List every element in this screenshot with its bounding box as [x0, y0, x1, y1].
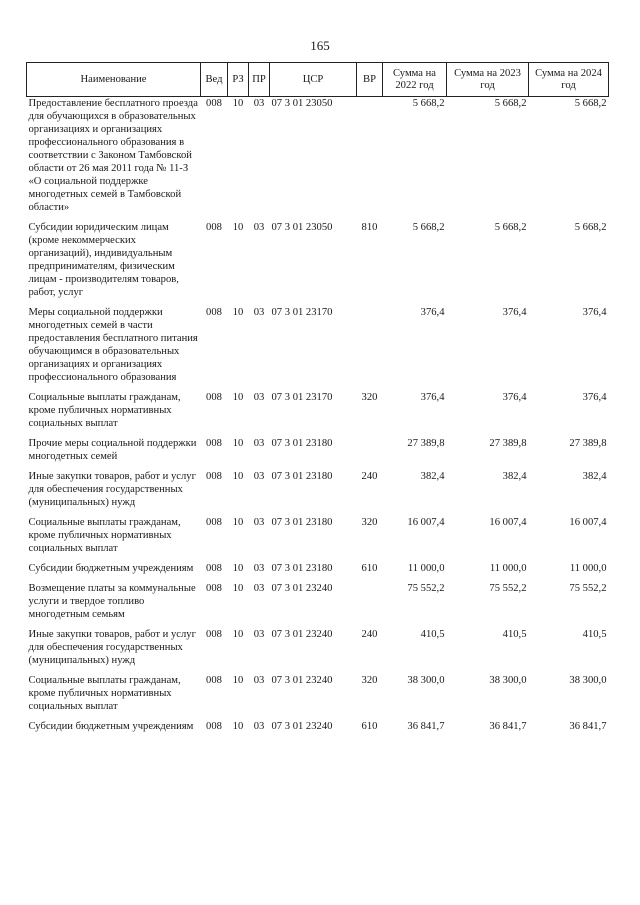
header-name: Наименование: [27, 63, 201, 97]
row-vr-cell: 240: [361, 629, 378, 640]
row-vr-cell: 810: [361, 222, 378, 233]
header-csr: ЦСР: [270, 63, 357, 97]
row-sum-2023-cell: 38 300,0: [489, 675, 527, 686]
row-rz-cell: 10: [232, 307, 244, 318]
row-name-cell: Субсидии бюджетным учреждениям: [28, 563, 194, 574]
row-ved-cell: 008: [206, 675, 222, 686]
table-row: [27, 97, 609, 222]
row-sum-2024-cell: 75 552,2: [569, 583, 607, 594]
row-ved-cell: 008: [206, 517, 222, 528]
row-sum-2023-cell: 5 668,2: [494, 98, 527, 109]
table-row: [27, 562, 609, 582]
row-sum-2023-cell: 376,4: [502, 307, 527, 318]
row-rz-cell: 10: [232, 563, 244, 574]
row-name-cell: Иные закупки товаров, работ и услуг для обеспечения государственных (муниципальных) нужд: [28, 471, 196, 508]
row-csr-cell: 07 3 01 23180: [271, 517, 333, 528]
row-csr-cell: 07 3 01 23180: [271, 438, 333, 449]
row-ved-cell: 008: [206, 307, 222, 318]
row-csr-cell: 07 3 01 23170: [271, 307, 333, 318]
row-sum-2024-cell: 410,5: [582, 629, 607, 640]
row-vr-cell: 320: [361, 517, 378, 528]
row-sum-2023-cell: 27 389,8: [489, 438, 527, 449]
row-ved-cell: 008: [206, 629, 222, 640]
row-csr-cell: 07 3 01 23170: [271, 392, 333, 403]
row-vr-cell: [357, 582, 383, 628]
row-csr-cell: 07 3 01 23240: [271, 675, 333, 686]
table-row: [27, 437, 609, 470]
row-pr-cell: 03: [253, 721, 265, 732]
row-sum-2022-cell: 38 300,0: [407, 675, 445, 686]
row-sum-2022-cell: 11 000,0: [407, 563, 445, 574]
row-csr-cell: 07 3 01 23180: [271, 471, 333, 482]
row-name-cell: Социальные выплаты гражданам, кроме публичных нормативных социальных выплат: [28, 517, 181, 554]
row-csr-cell: 07 3 01 23240: [271, 583, 333, 594]
table-row: [27, 582, 609, 628]
row-name-cell: Предоставление бесплатного проезда для обучающихся в образовательных организациях и организациях профессионального образования в соответствии с Законом Тамбовской области от 26 мая 2011 года № 11-З «О социальной поддержке многодетных семей в Тамбовской области»: [28, 98, 198, 213]
table-header-row: [27, 63, 609, 97]
row-sum-2023-cell: 16 007,4: [489, 517, 527, 528]
header-sum-2024: Сумма на 2024 год: [529, 63, 609, 97]
row-sum-2024-cell: 27 389,8: [569, 438, 607, 449]
row-pr-cell: 03: [253, 675, 265, 686]
row-sum-2024-cell: 382,4: [582, 471, 607, 482]
row-csr-cell: 07 3 01 23050: [271, 222, 333, 233]
row-pr-cell: 03: [253, 629, 265, 640]
row-sum-2024-cell: 5 668,2: [574, 98, 607, 109]
row-vr-cell: [357, 437, 383, 470]
row-vr-cell: 610: [361, 721, 378, 732]
row-rz-cell: 10: [232, 471, 244, 482]
row-ved-cell: 008: [206, 563, 222, 574]
row-rz-cell: 10: [232, 98, 244, 109]
row-rz-cell: 10: [232, 583, 244, 594]
row-rz-cell: 10: [232, 517, 244, 528]
row-sum-2022-cell: 5 668,2: [412, 222, 445, 233]
row-vr-cell: 320: [361, 675, 378, 686]
row-rz-cell: 10: [232, 629, 244, 640]
row-sum-2024-cell: 36 841,7: [569, 721, 607, 732]
row-name-cell: Социальные выплаты гражданам, кроме публичных нормативных социальных выплат: [28, 392, 181, 429]
row-name-cell: Возмещение платы за коммунальные услуги и твердое топливо многодетным семьям: [28, 583, 196, 620]
header-ved: Вед: [201, 63, 228, 97]
row-sum-2024-cell: 5 668,2: [574, 222, 607, 233]
row-sum-2023-cell: 5 668,2: [494, 222, 527, 233]
table-row: [27, 470, 609, 516]
row-sum-2023-cell: 36 841,7: [489, 721, 527, 732]
row-sum-2024-cell: 376,4: [582, 307, 607, 318]
table-row: [27, 306, 609, 391]
row-csr-cell: 07 3 01 23240: [271, 721, 333, 732]
header-sum-2022: Сумма на 2022 год: [383, 63, 447, 97]
row-name-cell: Субсидии бюджетным учреждениям: [28, 721, 194, 732]
row-name-cell: Социальные выплаты гражданам, кроме публичных нормативных социальных выплат: [28, 675, 181, 712]
row-pr-cell: 03: [253, 563, 265, 574]
row-ved-cell: 008: [206, 438, 222, 449]
row-sum-2022-cell: 75 552,2: [407, 583, 445, 594]
row-pr-cell: 03: [253, 471, 265, 482]
row-sum-2022-cell: 16 007,4: [407, 517, 445, 528]
row-sum-2022-cell: 376,4: [420, 392, 445, 403]
row-ved-cell: 008: [206, 721, 222, 732]
row-vr-cell: 320: [361, 392, 378, 403]
row-ved-cell: 008: [206, 583, 222, 594]
row-ved-cell: 008: [206, 98, 222, 109]
row-rz-cell: 10: [232, 438, 244, 449]
row-sum-2024-cell: 376,4: [582, 392, 607, 403]
row-sum-2022-cell: 27 389,8: [407, 438, 445, 449]
row-sum-2023-cell: 410,5: [502, 629, 527, 640]
row-rz-cell: 10: [232, 675, 244, 686]
row-pr-cell: 03: [253, 583, 265, 594]
row-vr-cell: [357, 97, 383, 222]
table-row: [27, 720, 609, 740]
row-name-cell: Прочие меры социальной поддержки многодетных семей: [28, 438, 197, 462]
row-name-cell: Иные закупки товаров, работ и услуг для обеспечения государственных (муниципальных) нужд: [28, 629, 196, 666]
row-name-cell: Субсидии юридическим лицам (кроме некоммерческих организаций), индивидуальным предпринимателям, физическим лицам - производителям товаров, работ, услуг: [28, 222, 179, 298]
row-csr-cell: 07 3 01 23180: [271, 563, 333, 574]
row-rz-cell: 10: [232, 392, 244, 403]
row-pr-cell: 03: [253, 392, 265, 403]
header-vr: ВР: [357, 63, 383, 97]
table-row: [27, 628, 609, 674]
row-pr-cell: 03: [253, 438, 265, 449]
row-sum-2022-cell: 410,5: [420, 629, 445, 640]
row-pr-cell: 03: [253, 307, 265, 318]
row-vr-cell: 610: [361, 563, 378, 574]
row-sum-2023-cell: 11 000,0: [489, 563, 527, 574]
row-sum-2024-cell: 38 300,0: [569, 675, 607, 686]
header-rz: РЗ: [228, 63, 249, 97]
row-ved-cell: 008: [206, 222, 222, 233]
row-sum-2022-cell: 5 668,2: [412, 98, 445, 109]
page-number: 165: [310, 38, 330, 53]
row-vr-cell: 240: [361, 471, 378, 482]
row-sum-2024-cell: 11 000,0: [569, 563, 607, 574]
row-sum-2024-cell: 16 007,4: [569, 517, 607, 528]
header-sum-2023: Сумма на 2023 год: [447, 63, 529, 97]
row-csr-cell: 07 3 01 23240: [271, 629, 333, 640]
row-ved-cell: 008: [206, 392, 222, 403]
table-row: [27, 674, 609, 720]
header-pr: ПР: [249, 63, 270, 97]
row-sum-2022-cell: 376,4: [420, 307, 445, 318]
row-pr-cell: 03: [253, 517, 265, 528]
budget-table: [26, 62, 609, 740]
row-pr-cell: 03: [253, 98, 265, 109]
row-csr-cell: 07 3 01 23050: [271, 98, 333, 109]
table-row: [27, 391, 609, 437]
row-rz-cell: 10: [232, 222, 244, 233]
row-sum-2023-cell: 382,4: [502, 471, 527, 482]
table-row: [27, 221, 609, 306]
row-ved-cell: 008: [206, 471, 222, 482]
row-sum-2022-cell: 36 841,7: [407, 721, 445, 732]
table-row: [27, 516, 609, 562]
row-sum-2023-cell: 376,4: [502, 392, 527, 403]
row-pr-cell: 03: [253, 222, 265, 233]
row-sum-2022-cell: 382,4: [420, 471, 445, 482]
row-vr-cell: [357, 306, 383, 391]
row-name-cell: Меры социальной поддержки многодетных семей в части предоставления бесплатного питания обучающимся в образовательных организациях и организациях профессионального образования: [28, 307, 198, 383]
row-sum-2023-cell: 75 552,2: [489, 583, 527, 594]
row-rz-cell: 10: [232, 721, 244, 732]
